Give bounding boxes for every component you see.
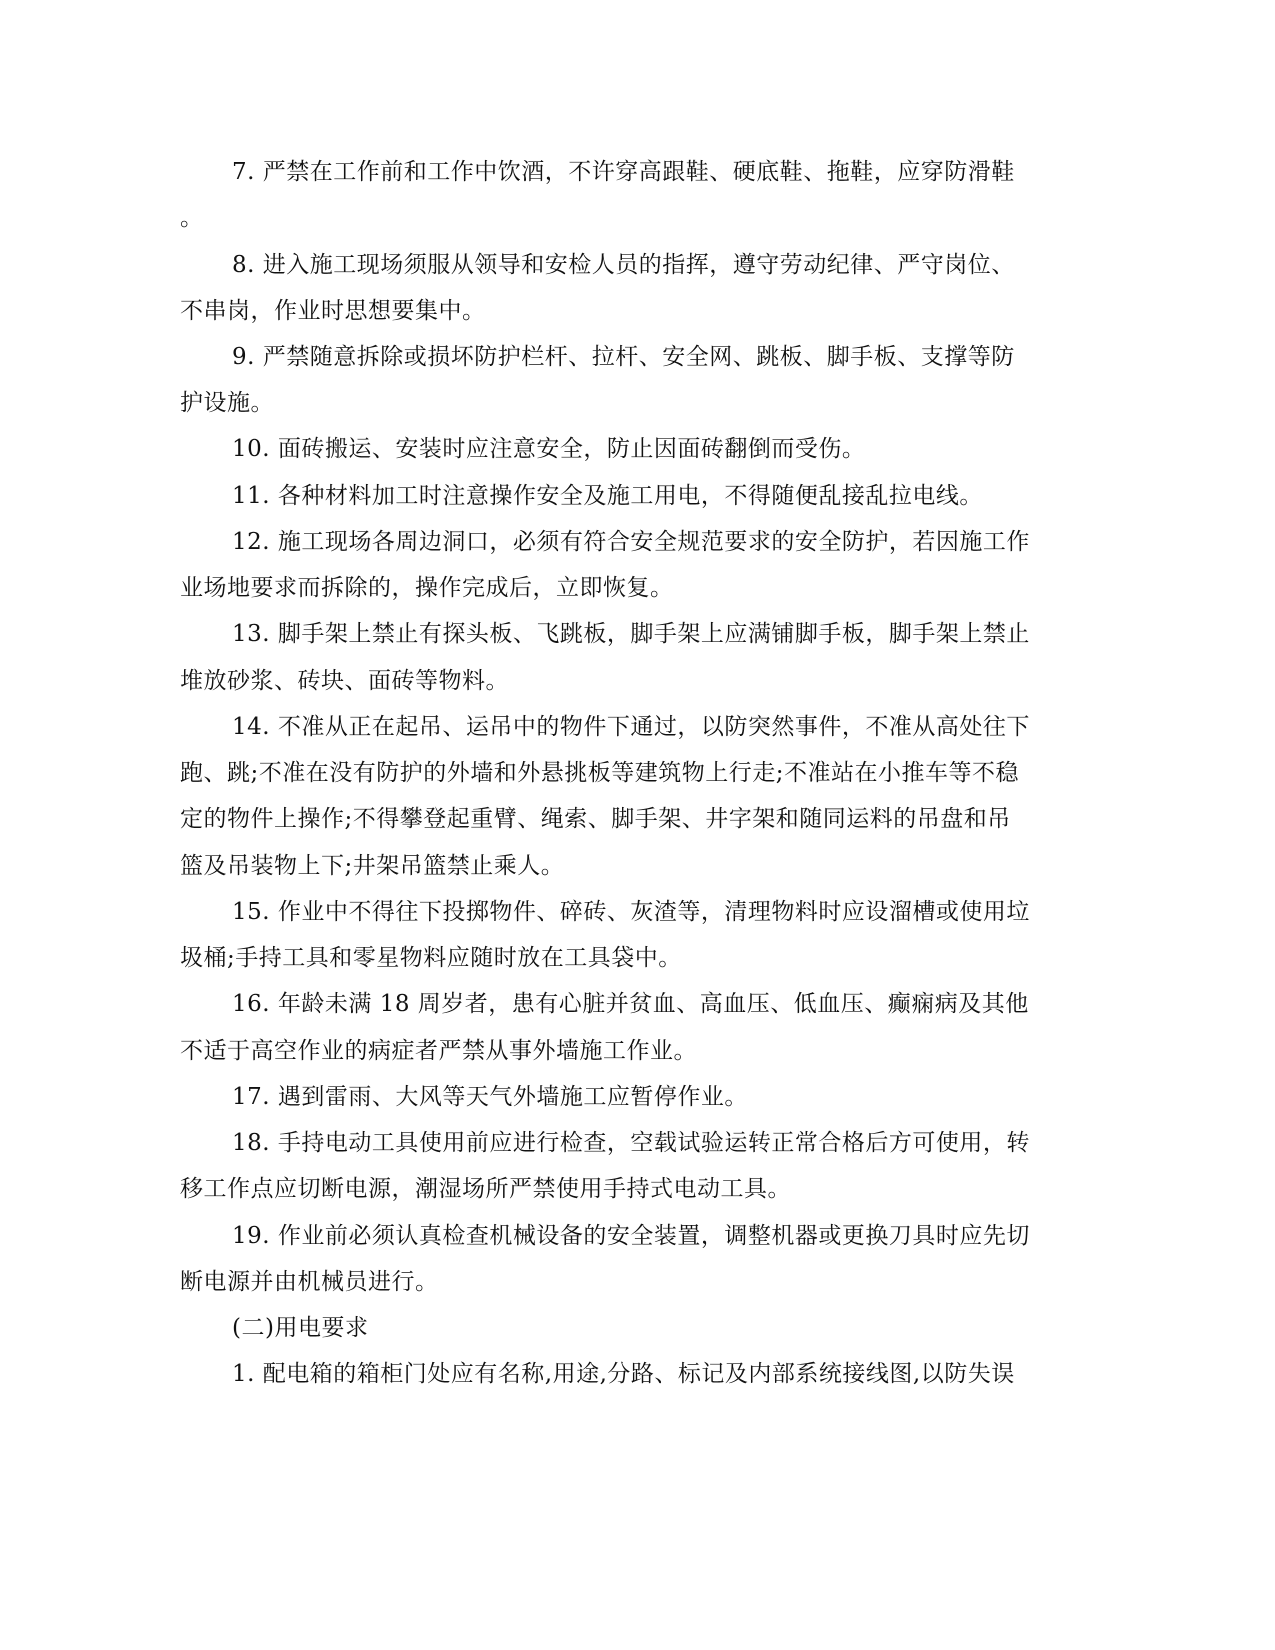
paragraph-line: 19. 作业前必须认真检查机械设备的安全装置，调整机器或更换刀具时应先切 xyxy=(232,1223,1030,1249)
paragraph-line: 15. 作业中不得往下投掷物件、碎砖、灰渣等，清理物料时应设溜槽或使用垃 xyxy=(232,899,1030,925)
paragraph-line: 跑、跳;不准在没有防护的外墙和外悬挑板等建筑物上行走;不准站在小推车等不稳 xyxy=(180,760,1019,786)
paragraph-line: 。 xyxy=(180,205,204,231)
paragraph-line: 11. 各种材料加工时注意操作安全及施工用电，不得随便乱接乱拉电线。 xyxy=(232,483,983,509)
paragraph-line: 8. 进入施工现场须服从领导和安检人员的指挥，遵守劳动纪律、严守岗位、 xyxy=(232,252,1015,278)
paragraph-line: 圾桶;手持工具和零星物料应随时放在工具袋中。 xyxy=(180,945,682,971)
paragraph-line: 不串岗，作业时思想要集中。 xyxy=(180,298,486,324)
paragraph-line: 14. 不准从正在起吊、运吊中的物件下通过，以防突然事件，不准从高处往下 xyxy=(232,714,1030,740)
paragraph-line: 移工作点应切断电源，潮湿场所严禁使用手持式电动工具。 xyxy=(180,1176,791,1202)
paragraph-line: 1. 配电箱的箱柜门处应有名称,用途,分路、标记及内部系统接线图,以防失误 xyxy=(232,1361,1015,1387)
paragraph-line: 不适于高空作业的病症者严禁从事外墙施工作业。 xyxy=(180,1038,697,1064)
paragraph-line: 13. 脚手架上禁止有探头板、飞跳板，脚手架上应满铺脚手板，脚手架上禁止 xyxy=(232,621,1030,647)
paragraph-line: 10. 面砖搬运、安装时应注意安全，防止因面砖翻倒而受伤。 xyxy=(232,436,866,462)
section-heading: (二)用电要求 xyxy=(232,1315,369,1341)
paragraph-line: 16. 年龄未满 18 周岁者，患有心脏并贫血、高血压、低血压、癫痫病及其他 xyxy=(232,991,1029,1017)
paragraph-line: 护设施。 xyxy=(180,390,274,416)
paragraph-line: 断电源并由机械员进行。 xyxy=(180,1269,439,1295)
paragraph-line: 7. 严禁在工作前和工作中饮酒，不许穿高跟鞋、硬底鞋、拖鞋，应穿防滑鞋 xyxy=(232,159,1015,185)
paragraph-line: 18. 手持电动工具使用前应进行检查，空载试验运转正常合格后方可使用，转 xyxy=(232,1130,1030,1156)
paragraph-line: 业场地要求而拆除的，操作完成后，立即恢复。 xyxy=(180,575,674,601)
paragraph-line: 堆放砂浆、砖块、面砖等物料。 xyxy=(180,668,509,694)
paragraph-line: 9. 严禁随意拆除或损坏防护栏杆、拉杆、安全网、跳板、脚手板、支撑等防 xyxy=(232,344,1015,370)
paragraph-line: 12. 施工现场各周边洞口，必须有符合安全规范要求的安全防护，若因施工作 xyxy=(232,529,1030,555)
paragraph-line: 定的物件上操作;不得攀登起重臂、绳索、脚手架、井字架和随同运料的吊盘和吊 xyxy=(180,806,1011,832)
paragraph-line: 篮及吊装物上下;井架吊篮禁止乘人。 xyxy=(180,853,565,879)
paragraph-line: 17. 遇到雷雨、大风等天气外墙施工应暂停作业。 xyxy=(232,1084,748,1110)
